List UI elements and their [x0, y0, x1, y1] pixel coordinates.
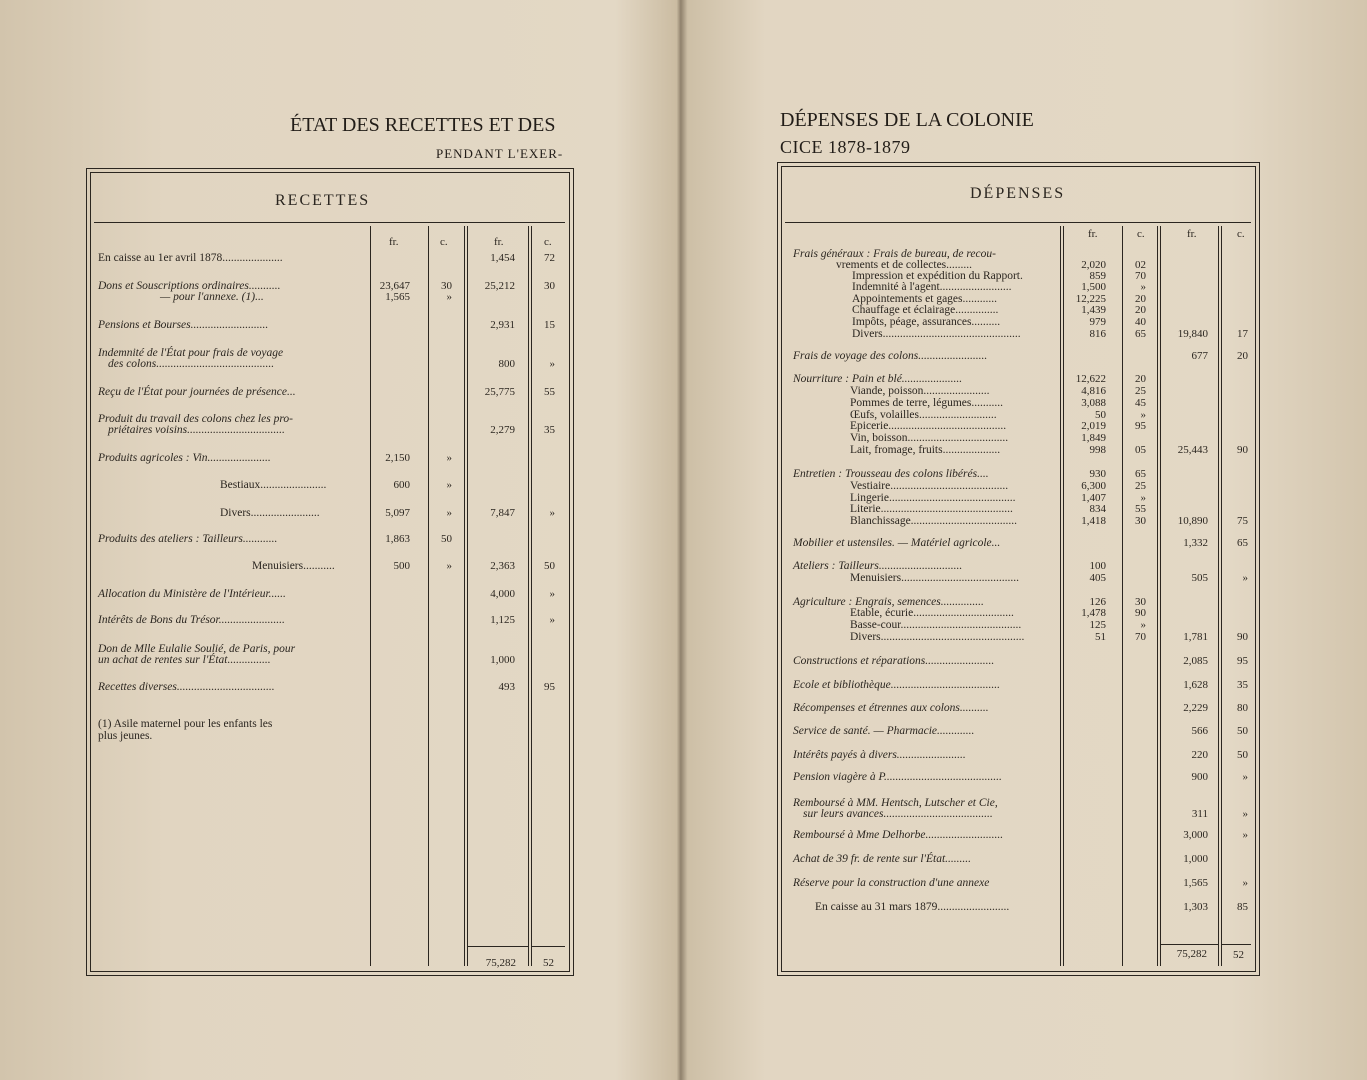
- row-value-fr2: 1,781: [1183, 631, 1208, 643]
- row-label: Divers................................................: [852, 328, 1021, 340]
- row-value-c2: 80: [1237, 702, 1248, 714]
- row-label: Remboursé à MM. Hentsch, Lutscher et Cie,: [793, 797, 998, 809]
- row-label: Etable, écurie...................................: [850, 607, 1014, 619]
- recettes-heading: RECETTES: [275, 192, 371, 209]
- row-value-c2: 50: [544, 560, 555, 572]
- row-value-c1: 55: [1135, 503, 1146, 515]
- depenses-total-fr: 75,282: [1176, 948, 1207, 960]
- row-label: En caisse au 1er avril 1878.....................: [98, 252, 283, 264]
- row-value-c2: 65: [1237, 537, 1248, 549]
- col-header: fr.: [1187, 228, 1197, 240]
- row-label: Produits des ateliers : Tailleurs............: [98, 533, 278, 545]
- row-label: Impression et expédition du Rapport.: [852, 270, 1023, 282]
- row-value-fr2: 900: [1191, 771, 1208, 783]
- col-header: fr.: [494, 236, 504, 248]
- row-value-fr2: 1,332: [1183, 537, 1208, 549]
- row-label: Indemnité de l'État pour frais de voyage: [98, 347, 284, 359]
- row-label: Pension viagère à P.........................................: [793, 771, 1002, 783]
- row-label: Récompenses et étrennes aux colons..........: [793, 702, 989, 714]
- row-value-c1: 90: [1135, 607, 1146, 619]
- row-value-fr1: 100: [1089, 560, 1106, 572]
- row-label: Nourriture : Pain et blé.....................: [793, 373, 963, 385]
- row-label: Dons et Souscriptions ordinaires...........: [98, 280, 281, 292]
- row-label: Menuisiers...........: [252, 560, 335, 572]
- row-label: Epicerie.........................................: [850, 420, 1007, 432]
- row-label: Allocation du Ministère de l'Intérieur......: [98, 588, 286, 600]
- row-value-fr2: 2,279: [490, 424, 515, 436]
- row-value-fr1: 930: [1089, 468, 1106, 480]
- depenses-col-rule: [1157, 226, 1158, 966]
- row-label: Appointements et gages............: [852, 293, 998, 305]
- row-value-fr2: 1,125: [490, 614, 515, 626]
- row-label: Reçu de l'État pour journées de présence...: [98, 386, 296, 398]
- col-header: c.: [440, 236, 448, 248]
- row-value-fr1: 1,565: [385, 291, 410, 303]
- right-title-line2: CICE 1878-1879: [780, 137, 911, 157]
- recettes-total-fr: 75,282: [485, 957, 516, 969]
- footnote: (1) Asile maternel pour les enfants les: [98, 718, 273, 730]
- row-value-fr2: 1,628: [1183, 679, 1208, 691]
- row-value-fr2: 2,931: [490, 319, 515, 331]
- left-title-line1: ÉTAT DES RECETTES ET DES: [290, 114, 556, 136]
- row-value-c1: »: [1140, 409, 1146, 421]
- row-label: Ateliers : Tailleurs.............................: [793, 560, 963, 572]
- recettes-col-rule: [467, 226, 468, 966]
- row-value-fr2: 10,890: [1177, 515, 1208, 527]
- row-value-fr2: 7,847: [490, 507, 515, 519]
- depenses-total-c: 52: [1233, 949, 1244, 961]
- col-header: fr.: [389, 236, 399, 248]
- row-label: un achat de rentes sur l'État...............: [98, 654, 271, 666]
- row-value-c2: »: [549, 358, 555, 370]
- right-title-line1: DÉPENSES DE LA COLONIE: [780, 109, 1034, 131]
- depenses-heading: DÉPENSES: [970, 185, 1066, 202]
- row-value-c2: »: [549, 588, 555, 600]
- row-label: Produits agricoles : Vin......................: [98, 452, 271, 464]
- row-label: sur leurs avances......................................: [803, 808, 993, 820]
- total-rule: [1221, 944, 1251, 945]
- row-label: Œufs, volailles...........................: [850, 409, 997, 421]
- row-value-fr2: 1,000: [1183, 853, 1208, 865]
- row-label: Agriculture : Engrais, semences...............: [793, 596, 984, 608]
- row-value-fr1: 126: [1089, 596, 1106, 608]
- row-value-fr1: 1,849: [1081, 432, 1106, 444]
- row-value-c1: 70: [1135, 270, 1146, 282]
- row-value-c1: »: [1140, 619, 1146, 631]
- row-value-fr2: 25,212: [484, 280, 515, 292]
- row-value-fr1: 1,500: [1081, 281, 1106, 293]
- row-value-c2: »: [1242, 877, 1248, 889]
- row-label: Basse-cour..........................................: [850, 619, 1022, 631]
- row-label: Lait, fromage, fruits....................: [850, 444, 1001, 456]
- row-value-c1: 50: [441, 533, 452, 545]
- row-value-c1: 65: [1135, 328, 1146, 340]
- row-value-fr1: 998: [1089, 444, 1106, 456]
- row-value-fr1: 1,863: [385, 533, 410, 545]
- row-value-fr2: 3,000: [1183, 829, 1208, 841]
- recettes-total-c: 52: [543, 957, 554, 969]
- row-value-c1: 45: [1135, 397, 1146, 409]
- row-label: Don de Mlle Eulalie Soulié, de Paris, pour: [98, 643, 296, 655]
- depenses-col-rule: [1122, 226, 1123, 966]
- row-label: Viande, poisson.......................: [850, 385, 990, 397]
- row-value-c2: »: [1242, 771, 1248, 783]
- row-value-fr1: 4,816: [1081, 385, 1106, 397]
- row-value-fr2: 566: [1191, 725, 1208, 737]
- recettes-col-rule: [428, 226, 429, 966]
- depenses-col-rule: [1060, 226, 1061, 966]
- row-value-c1: »: [446, 507, 452, 519]
- row-label: Vin, boisson...................................: [850, 432, 1009, 444]
- depenses-col-rule: [1160, 226, 1161, 966]
- row-value-fr1: 51: [1095, 631, 1106, 643]
- total-rule: [531, 946, 565, 947]
- recettes-col-rule: [528, 226, 529, 966]
- row-label: Chauffage et éclairage...............: [852, 304, 999, 316]
- row-value-fr1: 1,407: [1081, 492, 1106, 504]
- row-value-fr1: 23,647: [379, 280, 410, 292]
- row-value-fr2: 220: [1191, 749, 1208, 761]
- row-value-fr2: 677: [1191, 350, 1208, 362]
- row-value-c1: 65: [1135, 468, 1146, 480]
- row-value-c2: 55: [544, 386, 555, 398]
- row-value-c2: »: [1242, 829, 1248, 841]
- row-label: Divers..................................................: [850, 631, 1025, 643]
- depenses-col-rule: [1218, 226, 1219, 966]
- row-label: Service de santé. — Pharmacie.............: [793, 725, 975, 737]
- row-value-fr1: 3,088: [1081, 397, 1106, 409]
- row-value-c2: 95: [544, 681, 555, 693]
- row-value-fr1: 12,622: [1075, 373, 1106, 385]
- col-header: c.: [544, 236, 552, 248]
- row-value-fr2: 311: [1191, 808, 1208, 820]
- row-value-c1: 20: [1135, 304, 1146, 316]
- recettes-heading-rule: [94, 222, 565, 223]
- row-value-c2: 90: [1237, 631, 1248, 643]
- row-value-c1: 30: [1135, 515, 1146, 527]
- col-header: c.: [1137, 228, 1145, 240]
- row-value-c1: 02: [1135, 259, 1146, 271]
- col-header: fr.: [1088, 228, 1098, 240]
- row-value-c1: »: [446, 560, 452, 572]
- row-value-c1: »: [1140, 281, 1146, 293]
- row-value-c2: 15: [544, 319, 555, 331]
- row-value-c2: 72: [544, 252, 555, 264]
- row-value-fr2: 505: [1191, 572, 1208, 584]
- row-value-c2: »: [1242, 572, 1248, 584]
- row-value-c2: 17: [1237, 328, 1248, 340]
- row-value-fr2: 2,363: [490, 560, 515, 572]
- total-rule: [467, 946, 529, 947]
- left-title-line2: PENDANT L'EXER-: [436, 146, 564, 161]
- row-value-c2: 35: [544, 424, 555, 436]
- row-label: priétaires voisins..................................: [108, 424, 285, 436]
- col-header: c.: [1237, 228, 1245, 240]
- row-label: Lingerie............................................: [850, 492, 1016, 504]
- row-value-c1: 95: [1135, 420, 1146, 432]
- row-label: Intérêts de Bons du Trésor.......................: [98, 614, 285, 626]
- row-value-fr1: 6,300: [1081, 480, 1106, 492]
- row-label: Pensions et Bourses...........................: [98, 319, 269, 331]
- row-value-c2: »: [1242, 808, 1248, 820]
- row-value-c1: 05: [1135, 444, 1146, 456]
- row-value-fr2: 19,840: [1177, 328, 1208, 340]
- recettes-col-rule: [531, 226, 532, 966]
- row-label: Frais de voyage des colons........................: [793, 350, 988, 362]
- row-label: Vestiaire.........................................: [850, 480, 1009, 492]
- row-value-fr1: 600: [393, 479, 410, 491]
- row-value-c2: 30: [544, 280, 555, 292]
- row-value-fr1: 1,418: [1081, 515, 1106, 527]
- row-value-c2: 35: [1237, 679, 1248, 691]
- row-value-fr1: 1,439: [1081, 304, 1106, 316]
- row-label: En caisse au 31 mars 1879.........................: [815, 901, 1010, 913]
- row-value-fr2: 1,454: [490, 252, 515, 264]
- row-label: Impôts, péage, assurances..........: [852, 316, 1001, 328]
- row-value-fr1: 2,019: [1081, 420, 1106, 432]
- row-label: Achat de 39 fr. de rente sur l'État.........: [793, 853, 972, 865]
- row-label: Pommes de terre, légumes...........: [850, 397, 1003, 409]
- row-label: Produit du travail des colons chez les pro-: [98, 413, 293, 425]
- footnote: plus jeunes.: [98, 730, 153, 742]
- row-value-fr1: 12,225: [1075, 293, 1106, 305]
- recettes-col-rule: [464, 226, 465, 966]
- row-label: Divers........................: [220, 507, 320, 519]
- row-value-c2: 75: [1237, 515, 1248, 527]
- row-value-fr1: 5,097: [385, 507, 410, 519]
- row-value-c1: 30: [1135, 596, 1146, 608]
- row-value-fr2: 800: [498, 358, 515, 370]
- row-label: Indemnité à l'agent.........................: [852, 281, 1012, 293]
- row-label: Intérêts payés à divers........................: [793, 749, 966, 761]
- depenses-col-rule: [1221, 226, 1222, 966]
- row-label: vrements et de collectes.........: [836, 259, 973, 271]
- total-rule: [1160, 944, 1218, 945]
- row-value-fr1: 405: [1089, 572, 1106, 584]
- row-label: Recettes diverses..................................: [98, 681, 275, 693]
- row-label: Bestiaux.......................: [220, 479, 327, 491]
- recettes-col-rule: [370, 226, 371, 966]
- row-label: Entretien : Trousseau des colons libérés....: [793, 468, 989, 480]
- row-value-fr1: 816: [1089, 328, 1106, 340]
- row-label: Menuisiers.........................................: [850, 572, 1019, 584]
- row-value-fr1: 500: [393, 560, 410, 572]
- row-value-c1: 30: [441, 280, 452, 292]
- row-label: Réserve pour la construction d'une annexe: [793, 877, 990, 889]
- row-value-c1: 70: [1135, 631, 1146, 643]
- row-label: Ecole et bibliothèque......................................: [793, 679, 1000, 691]
- row-value-fr2: 493: [498, 681, 515, 693]
- row-value-fr1: 2,150: [385, 452, 410, 464]
- row-value-fr1: 859: [1089, 270, 1106, 282]
- row-value-c2: 90: [1237, 444, 1248, 456]
- row-value-fr2: 1,565: [1183, 877, 1208, 889]
- row-label: Constructions et réparations........................: [793, 655, 995, 667]
- row-value-fr1: 834: [1089, 503, 1106, 515]
- row-label: Literie..............................................: [850, 503, 1013, 515]
- row-value-fr2: 25,775: [484, 386, 515, 398]
- row-value-fr2: 4,000: [490, 588, 515, 600]
- row-value-fr1: 125: [1089, 619, 1106, 631]
- row-value-fr1: 2,020: [1081, 259, 1106, 271]
- row-value-c1: 25: [1135, 480, 1146, 492]
- row-value-c1: »: [446, 479, 452, 491]
- row-value-fr1: 1,478: [1081, 607, 1106, 619]
- row-value-fr2: 2,229: [1183, 702, 1208, 714]
- row-value-c1: »: [1140, 492, 1146, 504]
- row-label: Mobilier et ustensiles. — Matériel agricole...: [793, 537, 1001, 549]
- row-value-c1: 40: [1135, 316, 1146, 328]
- row-value-c1: »: [446, 452, 452, 464]
- row-value-fr1: 50: [1095, 409, 1106, 421]
- row-value-c1: 20: [1135, 293, 1146, 305]
- row-label: Blanchissage.....................................: [850, 515, 1018, 527]
- row-value-c1: »: [446, 291, 452, 303]
- row-value-c2: 50: [1237, 749, 1248, 761]
- row-value-fr2: 1,000: [490, 654, 515, 666]
- row-value-c2: 50: [1237, 725, 1248, 737]
- row-label: — pour l'annexe. (1)...: [160, 291, 264, 303]
- depenses-heading-rule: [785, 222, 1251, 223]
- row-value-fr2: 1,303: [1183, 901, 1208, 913]
- row-value-c2: »: [549, 614, 555, 626]
- row-label: des colons.........................................: [108, 358, 275, 370]
- row-value-c2: 95: [1237, 655, 1248, 667]
- row-value-c1: 25: [1135, 385, 1146, 397]
- row-value-fr2: 2,085: [1183, 655, 1208, 667]
- row-value-fr1: 979: [1089, 316, 1106, 328]
- row-value-c2: 20: [1237, 350, 1248, 362]
- row-label: Remboursé à Mme Delhorbe...........................: [793, 829, 1004, 841]
- row-value-c1: 20: [1135, 373, 1146, 385]
- row-value-fr2: 25,443: [1177, 444, 1208, 456]
- row-label: Frais généraux : Frais de bureau, de recou-: [793, 248, 996, 260]
- row-value-c2: 85: [1237, 901, 1248, 913]
- row-value-c2: »: [549, 507, 555, 519]
